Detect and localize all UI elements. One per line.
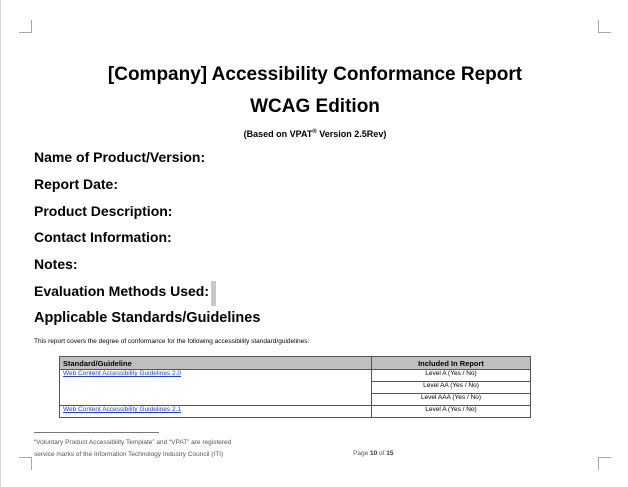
footnote bbox=[34, 437, 231, 461]
registered-mark: ® bbox=[312, 129, 317, 135]
table-header-row bbox=[60, 357, 531, 370]
footnote-line-2: service marks of the Information Technology Industry Council (ITI) bbox=[34, 451, 224, 458]
footnote-separator bbox=[34, 432, 159, 433]
page-prefix: Page bbox=[353, 450, 370, 457]
page-total: 15 bbox=[386, 450, 394, 457]
link-wcag-2-1[interactable]: Web Content Accessibility Guidelines 2.1 bbox=[63, 406, 182, 413]
crop-mark-bottom-right bbox=[598, 457, 611, 470]
column-header-included: Included In Report bbox=[372, 357, 531, 370]
intro-text: This report covers the degree of conformance for the following accessibility standard/guidelines: bbox=[34, 338, 310, 345]
field-contact-information[interactable]: Contact Information: bbox=[34, 229, 172, 245]
based-on-note bbox=[1, 129, 628, 139]
text-cursor-highlight bbox=[211, 281, 216, 306]
table-cell-level: Level AA (Yes / No) bbox=[372, 382, 531, 394]
crop-mark-bottom-left bbox=[19, 457, 32, 470]
field-report-date[interactable]: Report Date: bbox=[34, 176, 119, 192]
table-cell-level: Level A (Yes / No) bbox=[372, 406, 531, 418]
standards-table bbox=[59, 356, 531, 418]
page-of: of bbox=[377, 450, 387, 457]
field-product-version[interactable]: Name of Product/Version: bbox=[34, 149, 206, 165]
report-title: [Company] Accessibility Conformance Report bbox=[107, 64, 523, 85]
footnote-line-1: “Voluntary Product Accessibility Template” and “VPAT” are registered bbox=[34, 439, 232, 446]
field-notes[interactable]: Notes: bbox=[34, 256, 78, 272]
table-cell-level: Level AAA (Yes / No) bbox=[372, 394, 531, 406]
table-cell-standard bbox=[60, 406, 372, 418]
section-heading: Applicable Standards/Guidelines bbox=[34, 310, 261, 326]
table-row bbox=[60, 406, 531, 418]
table-cell-level: Level A (Yes / No) bbox=[372, 370, 531, 382]
field-evaluation-methods[interactable]: Evaluation Methods Used: bbox=[34, 283, 210, 299]
table-cell-standard bbox=[60, 370, 372, 406]
crop-mark-top-left bbox=[19, 20, 32, 33]
field-product-description[interactable]: Product Description: bbox=[34, 203, 173, 219]
based-on-suffix: Version 2.5Rev) bbox=[316, 129, 387, 139]
crop-mark-top-right bbox=[598, 20, 611, 33]
report-subtitle: WCAG Edition bbox=[250, 96, 380, 117]
link-wcag-2-0[interactable]: Web Content Accessibility Guidelines 2.0 bbox=[63, 370, 182, 377]
column-header-standard: Standard/Guideline bbox=[60, 357, 372, 370]
based-on-prefix: (Based on VPAT bbox=[243, 129, 313, 139]
table-row bbox=[60, 370, 531, 382]
page-current: 10 bbox=[370, 450, 378, 457]
page-number bbox=[353, 450, 394, 457]
